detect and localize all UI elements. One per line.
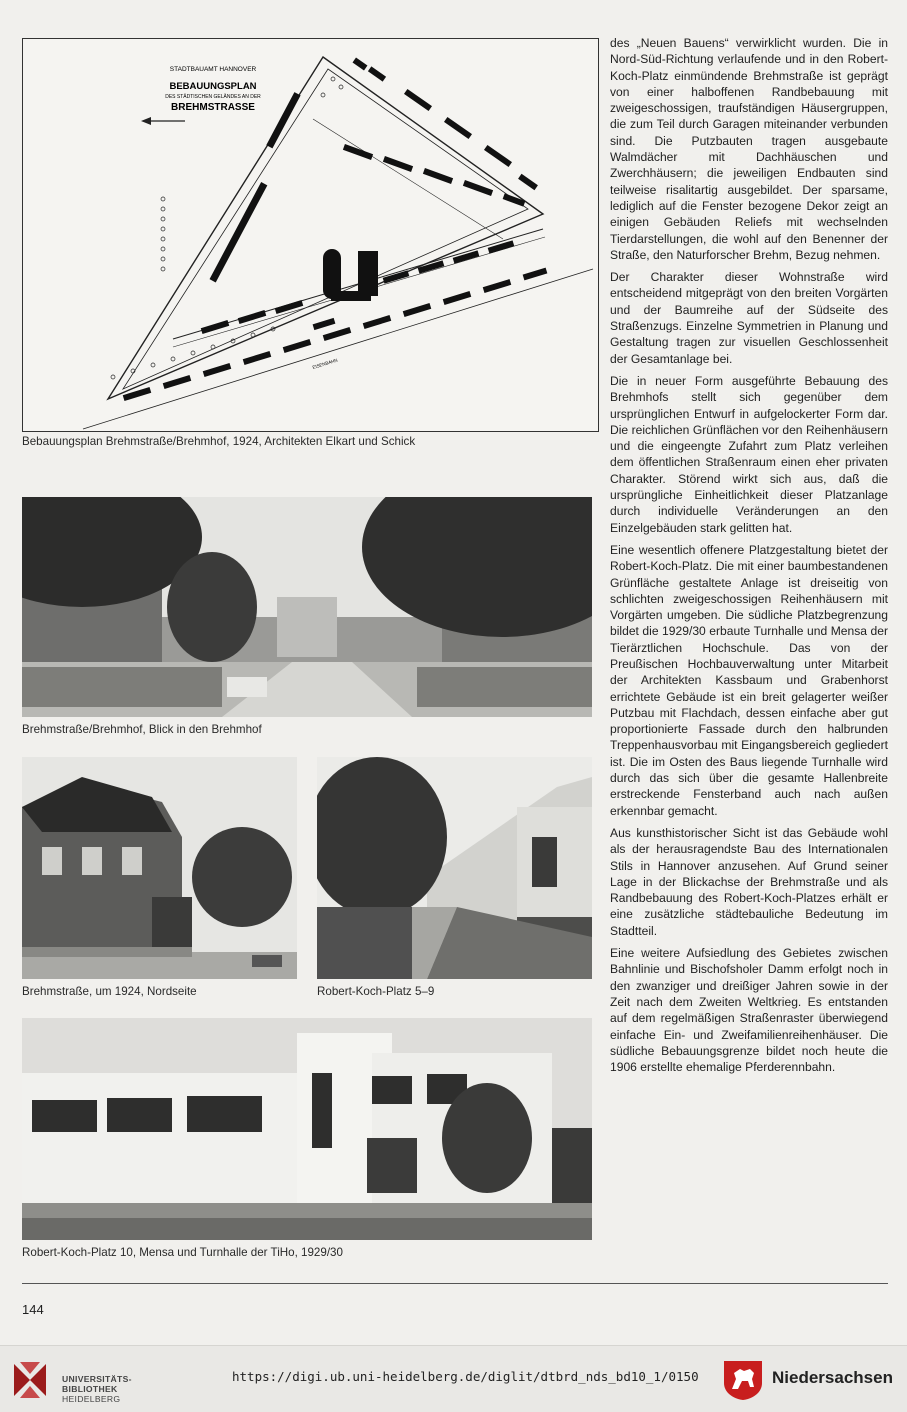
- plan-subtitle: DES STÄDTISCHEN GELÄNDES AN DER: [165, 94, 261, 100]
- paragraph-6: Eine weitere Aufsiedlung des Gebietes zwischen Bahnlinie und Bischofsholer Damm erfolgt noch in den zwanziger und dreißiger Jahren sowie in der Zeit nach dem Zweiten Weltkrieg. Es entstanden auf dem regelmäßigen Straßenraster überwiegend einfache Ein- und Zweifamilienreihenhäuser. Die südliche Bebauungsgrenze bildet noch heute die 1906 erstellte ehemalige Pferderennbahn.: [610, 946, 888, 1075]
- library-name: [62, 1374, 132, 1404]
- paragraph-5: Aus kunsthistorischer Sicht ist das Gebäude wohl als der herausragendste Bau des Internationalen Stils in Hannover anzusehen. Auf Grund seiner Lage in der Blickachse der Brehmstraße und als Randbebauung des Robert-Koch-Platzes erhält er eine zusätzliche städtebauliche Bedeutung im Stadtteil.: [610, 825, 888, 938]
- plan-title: BEBAUUNGSPLAN: [169, 81, 257, 92]
- caption-plan: Bebauungsplan Brehmstraße/Brehmhof, 1924, Architekten Elkart und Schick: [22, 435, 416, 448]
- caption-photo3: Robert-Koch-Platz 5–9: [317, 985, 435, 998]
- plan-street: BREHMSTRASSE: [171, 102, 255, 113]
- page-rule: [22, 1283, 888, 1284]
- caption-photo2: Brehmstraße, um 1924, Nordseite: [22, 985, 197, 998]
- photo-mensa-image: [22, 1018, 592, 1240]
- caption-photo4: Robert-Koch-Platz 10, Mensa und Turnhalle der TiHo, 1929/30: [22, 1246, 343, 1259]
- photo-brehmhof: [22, 497, 592, 717]
- paragraph-2: Der Charakter dieser Wohnstraße wird entscheidend mitgeprägt von den breiten Vorgärten und der Baumreihe auf der Südseite des Straßenzugs. Einzelne Symmetrien in Planung und Gestaltung tragen zur visuellen Geschlossenheit der Gesamtanlage bei.: [610, 270, 888, 366]
- site-plan-drawing: [23, 39, 598, 431]
- photo-robert-koch-platz-5-9: [317, 757, 592, 979]
- photo-mensa-turnhalle: [22, 1018, 592, 1240]
- paragraph-1: des „Neuen Bauens“ verwirklicht wurden. Die in Nord-Süd-Richtung verlaufende und in den Robert-Koch-Platz einmündende Brehmstraße ist geprägt von einer halboffenen Randbebauung mit zweigeschossigen, traufständigen Häusergruppen, die zum Teil durch Garagen miteinander verbunden sind. Die Putzbauten tragen ausgebaute Walmdächer mit Dachhäuschen und Zwerchhäusern; die jeweiligen Endbauten sind teilweise risalitartig ausgebildet. Der sparsame, lediglich auf die Fenster bezogene Dekor zeigt an einigen Gebäuden Reliefs mit wechselnden Tierdarstellungen, die wohl auf den Benenner der Straße, den Naturforscher Brehm, Bezug nehmen.: [610, 36, 888, 262]
- paragraph-3: Die in neuer Form ausgeführte Bebauung des Brehmhofs stellt sich gegenüber dem ursprünglichen Entwurf in aufgelockerter Form dar. Die reichlichen Grünflächen vor den Reihenhäusern und die eingeengte Zufahrt zum Platz verleihen dem öffentlichen Straßenraum einen eher privaten Charakter. Störend wirkt sich aus, daß die ursprüngliche Einheitlichkeit dieser Platzanlage durch individuelle Veränderungen an den Einzelgebäuden stark gelitten hat.: [610, 373, 888, 535]
- site-plan-figure: [22, 38, 599, 432]
- state-name[interactable]: Niedersachsen: [772, 1368, 893, 1387]
- document-url[interactable]: https://digi.ub.uni-heidelberg.de/diglit/dtbrd_nds_bd10_1/0150: [232, 1369, 699, 1384]
- ub-heidelberg-logo-icon: [12, 1360, 48, 1400]
- plan-authority: STADTBAUAMT HANNOVER: [169, 66, 257, 73]
- photo-rkp-image: [317, 757, 592, 979]
- photo-brehmstrasse-image: [22, 757, 297, 979]
- page-number: 144: [22, 1302, 44, 1317]
- paragraph-4: Eine wesentlich offenere Platzgestaltung bietet der Robert-Koch-Platz. Die mit einer baumbestandenen Grünfläche gestaltete Anlage ist dreiseitig von schlichten zweigeschossigen Reihenhäusern mit Vorgärten umgeben. Die südliche Platzbegrenzung bildet die 1929/30 erbaute Turnhalle und Mensa der Tierärztlichen Hochschule. Das von der Preußischen Hochbauverwaltung unter Mitarbeit der Architekten Kassbaum und Grabenhorst errichtete Gebäude ist ein breit gelagerter weißer Putzbau mit Flachdach, dessen einfache aber gut proportionierte Fassade durch den halbrunden Treppenhausvorbau mit Eingangsbereich gegliedert ist. Die im Osten des Baus liegende Turnhalle wird durch das sich über die gesamte Hallenbreite erstreckende Fensterband auch nach außen erkennbar gemacht.: [610, 542, 888, 818]
- photo-brehmhof-image: [22, 497, 592, 717]
- niedersachsen-horse-icon: [722, 1359, 764, 1401]
- body-text-column: [610, 35, 888, 1081]
- north-arrow-icon: [141, 117, 185, 125]
- library-line-3: HEIDELBERG: [62, 1394, 121, 1404]
- library-line-2: BIBLIOTHEK: [62, 1384, 118, 1394]
- viewer-footer: [0, 1345, 907, 1412]
- library-line-1: UNIVERSITÄTS-: [62, 1374, 132, 1384]
- caption-photo1: Brehmstraße/Brehmhof, Blick in den Brehmhof: [22, 723, 262, 736]
- library-logo[interactable]: [12, 1360, 212, 1404]
- plan-label-rail: EISENBAHN: [311, 357, 339, 370]
- photo-brehmstrasse-1924: [22, 757, 297, 979]
